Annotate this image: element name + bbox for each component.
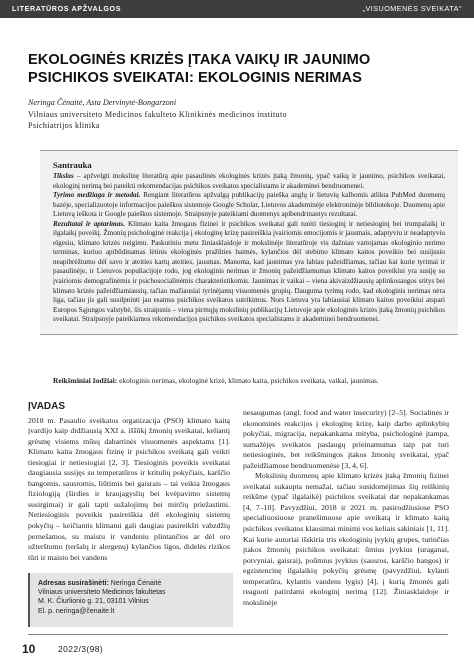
title-line-2: PSICHIKOS SVEIKATAI: EKOLOGINIS NERIMAS	[28, 69, 362, 86]
methods-text: Rengiant literatūros apžvalgą publikacijų paieška anglų ir lietuvių kalbomis atlikta PubMed duomenų bazėje, specializuotoje informacijos paieškos sistemoje Google Scholar, Lietuvos akademinėje elektroninėje bibliotekoje. Duomenų apie Lietuvą ieškota ir Google paieškos sistemoje. Straipsnyje pateikiami duomenys apibendrinantys rezultatai.	[53, 191, 445, 219]
journal-label: „VISUOMENĖS SVEIKATA"	[362, 4, 462, 13]
section-heading-intro: ĮVADAS	[28, 401, 66, 412]
address-email[interactable]: El. p. neringa@čenaite.lt	[38, 607, 115, 615]
running-header	[0, 0, 474, 18]
intro-paragraph-1: 2018 m. Pasaulio sveikatos organizacija (PSO) klimato kaitą įvardijo kaip didžiausią XXI a. iššūkį žmonių sveikatai, keliantį grėsmę visiems mūsų dabartinės visuomenės aspektams [1]. Klimato kaita žmogaus fizinę ir psichikos sveikatą gali veikti tiesiogiai ir netiesiogiai [2, 3]. Tiesioginis poveikis sveikatai daugiausia susijęs su temperatūros ir kritulių pokyčiais, karščio bangomis, sausromis, liūtimis bei gaisrais – tai veikia žmogaus fiziologiją (širdies ir kraujagyslių bei kvėpavimo sistemų susirgimai) ir gali tapti sužalojimų bei mirčių priežastimi. Netiesioginis poveikis pasireiškia dėl ekologinių sistemų pokyčių – keičiantis klimatui gali daugiau pasireikšti vabzdžių pernešamos, su maistu ir vandeniu plintančios ar dėl oro užterštumo (teršalų ir alergenų) kylančios ligos, didelės rizikos tūri ir maisto bei vandens	[28, 415, 230, 562]
footer-rule	[28, 634, 448, 635]
correspondence-address	[28, 573, 233, 627]
body-column-right	[243, 408, 449, 608]
article-title	[28, 52, 458, 87]
address-name: Neringa Čėnaitė	[108, 580, 162, 587]
aim-label: Tikslas	[53, 172, 74, 180]
methods-label: Tyrimo medžiaga ir metodai.	[53, 191, 141, 200]
title-line-1: EKOLOGINĖS KRIZĖS ĮTAKA VAIKŲ IR JAUNIMO	[28, 52, 371, 68]
keywords	[53, 376, 458, 385]
results-text: Klimato kaita žmogaus fizinei ir psichikos sveikatai gali turėti tiesioginį ir netiesioginį bei trumpalaikį ir ilgalaikį poveikį. Žmonių psichologinė reakcija į ekologinę krizę pasireiškia įvairiomis emocijomis ir jausmais, adaptyviu ir neadaptyviu elgesiu, klimato krizės neigimu. Paskutiniu metu žiniasklaidoje ir mokslinėje literatūroje vis dažniau vartojamas ekologinio nerimo terminas, kuriuo apibūdinamas lėtinis ekologinės pražūties baimės, kylančios dėl stebimo klimato kaitos poveikio bei susijusio neapibrėžtumo dėl savo ir ateities kartų ateities, jausmas. Manoma, kad jaunimas yra labiau pažeidžiamas, tačiau kai kurie tyrimai ir pasaulinėje, ir Lietuvos populiacijoje rodo, jog ekologinis nerimas ir žmonių pažeidžiamumas klimato kaitos poveikiui yra susiję su įvairiomis demografinėmis ir psichosocialinėmis charakteristikomis. Jaunimas ir vaikai – viena akivaizdžiausių aplinkosaugos sritys bei klimato krizės pažeidžiamiausių, tačiau mažiausiai tyrinėjamų visuomenės grupių. Dauguma tyrimų rodo, kad ekologinis nerimas nėra liga, tačiau jis gali susilpninti jau esamus psichikos sveikatos sutrikimus. Nors Lietuva yra labiausiai klimato kaitos poveikiui atspari Europos Sąjungos valstybė, šis straipsnis – viena pirmųjų mokslinių publikacijų Lietuvoje apie ekologinės krizės įtaką žmonių psichikos sveikatai. Straipsnyje pateikiamos rekomendacijos psichikos sveikatos specialistams ir akademinei bendruomenei.	[53, 219, 445, 324]
aim-text: – apžvelgti mokslinę literatūrą apie pasaulinės ekologinės krizės įtaką žmonių, ypač vaikų ir jaunimo, psichikos sveikatai, ekologinį nerimą bei pateikti rekomendacijas psichikos sveikatos specialistams ir akademinei bendruomenei.	[53, 172, 445, 190]
keywords-label: Reikšminiai žodžiai:	[53, 376, 118, 385]
intro-paragraph-2: Mokslinių duomenų apie klimato krizės įtaką žmonių fizinei sveikatai sukaupta nemažai, tačiau susidomėjimas šių reiškinių reikšme (ypač ilgalaikė) psichikos sveikatai dar nepakankamas [4, 7–10]. Pavyzdžiui, 2018 ir 2021 m. pasirodžiusiose PSO specialiuosiuose pranešimuose apie sveikatą ir klimato kaitą psichikos sveikatos klausimai minimi vos keliais sakiniais [1, 11]. Kai kurie autoriai išskiria tris ekologinių įvykių grupes, turinčias įtakos žmonių psichikos sveikatai: ūmius įvykius (uraganai, potvyniai, gaisrai), poūmius įvykius (sausros, karščio bangos) ir egzistencinę ilgalaikių pokyčių grėsmę (pavyzdžiui, kylanti temperatūra, kylantis vandens lygis) [4], į kurią žmonės gali reaguoti patirdami ekologinį nerimą [12]. Žiniasklaidoje ir mokslinėje	[243, 471, 449, 607]
address-label: Adresas susirašinėti:	[38, 580, 109, 587]
address-line-3: M. K. Čiurlionio g. 21, 03101 Vilnius	[38, 598, 149, 606]
abstract-aim	[53, 172, 445, 191]
body-column-left	[28, 402, 230, 563]
page-number: 10	[22, 642, 36, 656]
issue-number: 2022/3(98)	[58, 644, 104, 654]
affiliation-line-2: Psichiatrijos klinika	[28, 121, 100, 130]
section-label: LITERATŪROS APŽVALGOS	[12, 4, 122, 13]
abstract-heading: Santrauka	[53, 160, 92, 170]
abstract-text	[40, 172, 458, 334]
intro-paragraph-1-cont: nesaugumas (angl. food and water insecurity) [2–5]. Socialinės ir ekonominės reakcijos į ekologinę krizę, kaip darbo aplinkybių pokyčiai, migracija, nepakankama mityba, psichologinė įtampa, sumažėjęs sveikatos paslaugų prieinamumas taip pat turi netiesioginės, bet reikšmingos įtakos žmonių sveikatai, ypač pažeidžiamose bendruomenėse [3, 4, 6].	[243, 408, 449, 470]
abstract-methods	[53, 191, 445, 220]
authors: Neringa Čėnaitė, Asta Dervinytė-Bongarzoni	[28, 98, 177, 107]
results-label: Rezultatai ir aptarimas.	[53, 219, 125, 228]
keywords-text: ekologinis nerimas, ekologinė krizė, klimato kaita, psichikos sveikata, vaikai, jaunimas.	[117, 376, 379, 385]
page-footer	[0, 634, 474, 670]
affiliation	[28, 109, 287, 131]
address-line-2: Vilniaus universiteto Medicinos fakultetas	[38, 589, 166, 597]
abstract-results	[53, 220, 445, 334]
abstract-box	[40, 150, 458, 335]
affiliation-line-1: Vilniaus universiteto Medicinos fakulteto Klinikinės medicinos instituto	[28, 110, 287, 119]
